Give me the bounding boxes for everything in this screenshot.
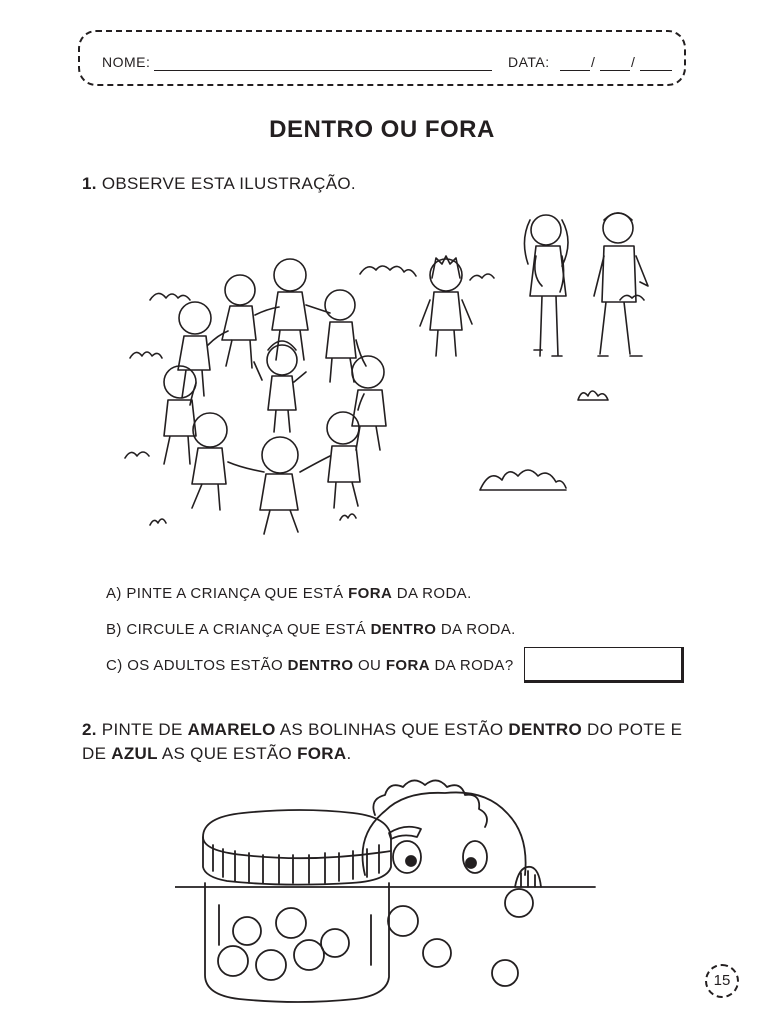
item-a-bold: FORA — [348, 585, 393, 602]
question-2-number: 2. — [82, 720, 97, 739]
item-b — [106, 621, 516, 638]
child-inside-circle — [254, 341, 306, 432]
page-title: DENTRO OU FORA — [269, 116, 495, 143]
item-c-text-end: DA RODA? — [429, 657, 514, 674]
question-2-text: AS BOLINHAS QUE ESTÃO — [275, 720, 509, 739]
item-c — [106, 657, 514, 674]
question-2-bold: FORA — [297, 744, 347, 763]
date-month-field[interactable] — [600, 70, 630, 71]
question-2 — [82, 718, 682, 766]
date-year-field[interactable] — [640, 70, 672, 71]
question-2-text: DO POTE E — [581, 720, 683, 739]
question-2-text: PINTE DE — [96, 720, 188, 739]
question-2-bold: DENTRO — [508, 720, 582, 739]
page-number: 15 — [705, 964, 739, 998]
question-1-text: OBSERVE ESTA ILUSTRAÇÃO. — [101, 174, 356, 193]
date-day-field[interactable] — [560, 70, 590, 71]
adults — [524, 213, 648, 356]
balls-outside-jar — [388, 889, 533, 986]
answer-box[interactable] — [524, 647, 684, 683]
jar-illustration — [175, 775, 615, 1010]
question-2-bold: AZUL — [111, 744, 158, 763]
question-2-text: . — [346, 744, 352, 763]
header-box — [78, 30, 686, 86]
name-label: NOME: — [102, 54, 151, 70]
item-c-text: C) OS ADULTOS ESTÃO — [106, 657, 288, 674]
name-field[interactable] — [154, 70, 492, 71]
date-slash: / — [631, 54, 636, 70]
question-2-line-1 — [82, 718, 682, 742]
item-b-text-end: DA RODA. — [436, 621, 516, 638]
date-slash: / — [591, 54, 596, 70]
children-circle-illustration — [110, 200, 680, 545]
question-2-text: DE — [82, 744, 112, 763]
question-2-bold: AMARELO — [187, 720, 276, 739]
question-2-text: AS QUE ESTÃO — [157, 744, 298, 763]
question-2-line-2 — [82, 742, 682, 766]
item-c-bold-2: FORA — [385, 657, 430, 674]
child-outside-circle — [420, 256, 472, 356]
item-a-text-end: DA RODA. — [392, 585, 472, 602]
item-c-text-mid: OU — [353, 657, 386, 674]
item-c-bold-1: DENTRO — [287, 657, 354, 674]
item-b-bold: DENTRO — [370, 621, 437, 638]
question-1 — [82, 172, 356, 196]
date-label: DATA: — [508, 54, 550, 70]
children-ring — [164, 259, 386, 534]
item-b-text: B) CIRCULE A CRIANÇA QUE ESTÁ — [106, 621, 371, 638]
item-a — [106, 585, 472, 602]
item-a-text: A) PINTE A CRIANÇA QUE ESTÁ — [106, 585, 349, 602]
jar — [203, 810, 391, 1002]
question-1-number: 1. — [82, 174, 97, 193]
